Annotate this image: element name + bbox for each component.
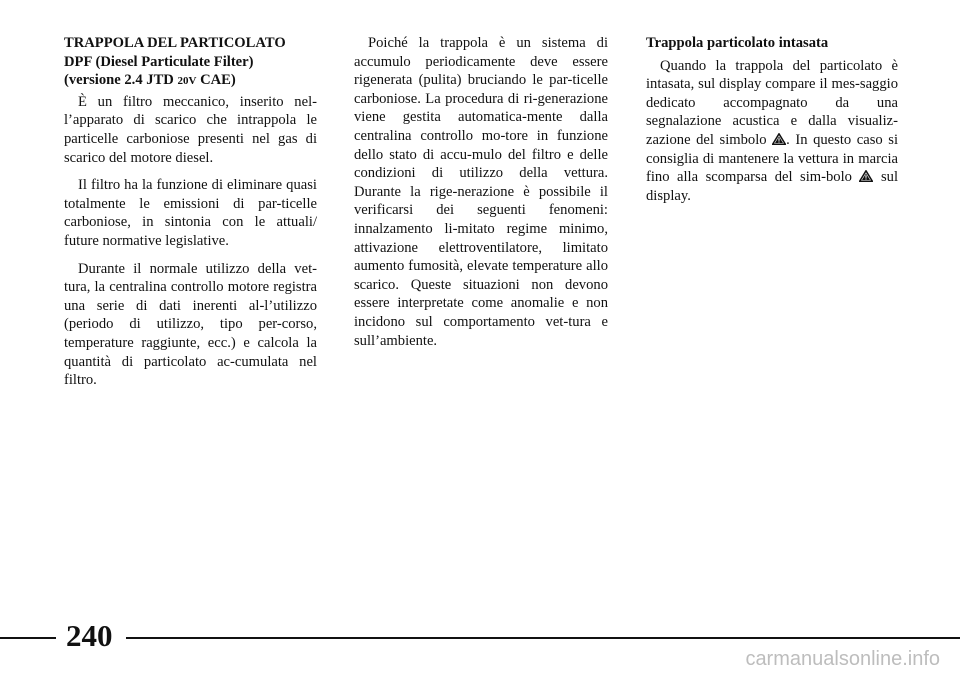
page-number: 240 <box>66 618 113 653</box>
paragraph-1: È un filtro meccanico, inserito nel-l’apparato di scarico che intrappola le particelle carboniose presenti nel gas di scarico del motore diesel. <box>64 93 317 166</box>
clogged-text-3: sul display. <box>646 169 898 204</box>
watermark: carmanualsonline.info <box>745 648 940 670</box>
paragraph-2: Il filtro ha la funzione di eliminare quasi totalmente le emissioni di par-ticelle carboniose, in sintonia con le attuali/ future normative legislative. <box>64 177 317 249</box>
heading-clogged: Trappola particolato intasata <box>646 35 829 51</box>
paragraph-clogged <box>646 57 898 206</box>
column-2 <box>354 34 608 359</box>
heading-line-3-smallcaps: 20V <box>177 75 197 88</box>
footer-rule-left <box>0 637 56 639</box>
paragraph-3: Durante il normale utilizzo della vet-tura, la centralina controllo motore registra una serie di dati inerenti al-l’utilizzo (periodo di utilizzo, tipo per-corso, temperature raggiunte, ecc.) e calcola la quantità di particolato ac-cumulata nel filtro. <box>64 260 317 389</box>
column-1 <box>64 34 317 399</box>
heading-line-3 <box>64 71 317 91</box>
section-heading-clogged <box>646 34 898 53</box>
column-3 <box>646 34 898 214</box>
clogged-text-1: Quando la trappola del particolato è intasata, sul display compare il mes-saggio dedicato accompagnato da una segnalazione acustica e dalla visualiz-zazione del simbolo <box>646 57 898 148</box>
warning-triangle-icon <box>859 170 873 182</box>
paragraph-regeneration: Poiché la trappola è un sistema di accumulo periodicamente deve essere rigenerata (pulita) bruciando le par-ticelle carboniose. La procedura di ri-generazione viene gestita automatica-mente dalla centralina controllo mo-tore in funzione dello stato di accu-mulo del filtro e delle condizioni di utilizzo della vettura. Durante la rige-nerazione è possibile il verificarsi dei seguenti fenomeni: innalzamento li-mitato regime minimo, attivazione elettroventilatore, limitato aumento fumosità, elevate temperature allo scarico. Queste situazioni non devono essere interpretate come anomalie e non incidono sul comportamento vet-tura e sull’ambiente. <box>354 35 608 349</box>
heading-line-3-a: (versione 2.4 JTD <box>64 72 178 89</box>
heading-line-2: DPF (Diesel Particulate Filter) <box>64 53 254 70</box>
section-heading-dpf <box>64 34 317 91</box>
warning-triangle-icon <box>772 133 786 145</box>
footer-rule-right <box>126 637 960 639</box>
clogged-text-2: . In questo caso si consiglia di mantenere la vettura in marcia fino alla scomparsa del sim-bolo <box>646 131 898 186</box>
heading-line-3-b: CAE) <box>196 72 236 89</box>
heading-line-1: TRAPPOLA DEL PARTICOLATO <box>64 35 286 51</box>
